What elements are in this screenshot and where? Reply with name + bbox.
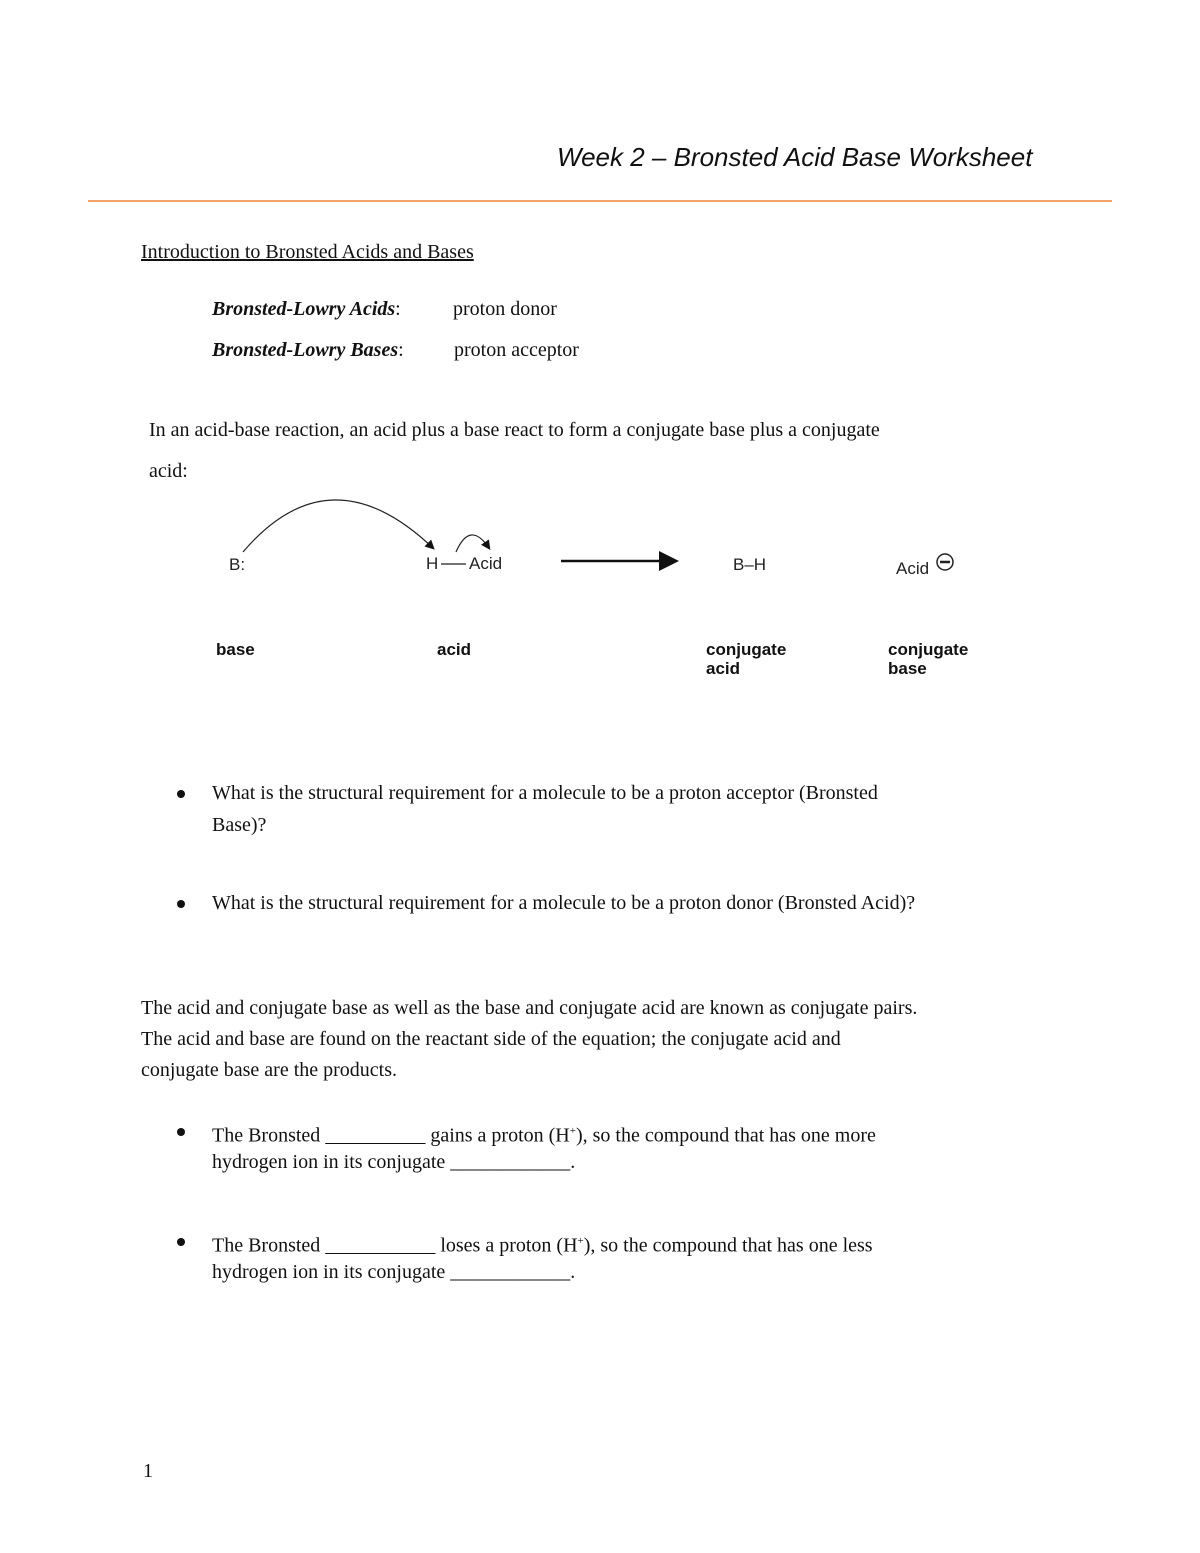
page-title: Week 2 – Bronsted Acid Base Worksheet: [557, 142, 1033, 172]
acid-hydrogen: H: [426, 554, 439, 573]
acid-group: Acid: [469, 554, 503, 573]
fill-in-line: [212, 1260, 575, 1284]
paragraph-line: In an acid-base reaction, an acid plus a base react to form a conjugate base plus a conjugate: [149, 419, 880, 441]
colon: :: [395, 298, 401, 320]
text: The Bronsted: [212, 1124, 326, 1147]
superscript: +: [569, 1125, 576, 1137]
base-species: B:: [229, 555, 246, 574]
curved-arrow-bond-to-acid: [456, 535, 489, 552]
paragraph-line: The acid and conjugate base as well as the base and conjugate acid are known as conjugate pairs.: [141, 997, 918, 1019]
label-conjugate-base: [888, 640, 968, 678]
label-line: conjugate: [888, 640, 969, 659]
fill-in-line: [212, 1119, 876, 1148]
conjugate-acid-species: B–H: [733, 555, 767, 574]
colon: :: [398, 339, 404, 361]
fill-in-line: [212, 1150, 575, 1174]
conjugate-base-species: Acid: [896, 559, 930, 578]
label-line: conjugate: [706, 640, 787, 659]
text: ), so the compound that has one less: [583, 1234, 873, 1257]
blank: ___________: [325, 1234, 436, 1257]
superscript: +: [577, 1235, 584, 1247]
fill-in-line: [212, 1229, 873, 1258]
text: ), so the compound that has one more: [575, 1124, 876, 1147]
blank: ____________: [450, 1261, 571, 1283]
reaction-arrows: [0, 0, 1200, 720]
term: Bronsted-Lowry Bases: [212, 339, 399, 361]
label-base: base: [216, 640, 255, 659]
label-line: base: [888, 659, 927, 678]
definition-acid-meaning: proton donor: [453, 298, 557, 320]
curved-arrow-base-to-h: [243, 500, 433, 552]
blank: ____________: [450, 1151, 571, 1173]
question-line: What is the structural requirement for a molecule to be a proton donor (Bronsted Acid)?: [212, 892, 916, 914]
blank: __________: [325, 1124, 426, 1147]
text: hydrogen ion in its conjugate: [212, 1151, 451, 1173]
definition-base-meaning: proton acceptor: [454, 339, 579, 361]
text: loses a proton (H: [435, 1234, 578, 1257]
bullet-icon: [177, 1128, 185, 1136]
paragraph-line: conjugate base are the products.: [141, 1059, 398, 1081]
question-line: What is the structural requirement for a molecule to be a proton acceptor (Bronsted: [212, 782, 878, 804]
section-heading: Introduction to Bronsted Acids and Bases: [141, 241, 474, 263]
bullet-icon: [177, 790, 185, 798]
bullet-icon: [177, 900, 185, 908]
text: hydrogen ion in its conjugate: [212, 1261, 451, 1283]
label-conjugate-acid: [706, 640, 786, 678]
question-line: Base)?: [212, 814, 267, 836]
paragraph-line: The acid and base are found on the reactant side of the equation; the conjugate acid and: [141, 1028, 841, 1050]
bullet-icon: [177, 1238, 185, 1246]
text: .: [570, 1151, 576, 1173]
term: Bronsted-Lowry Acids: [212, 298, 396, 320]
paragraph-line: acid:: [149, 460, 188, 482]
label-acid: acid: [437, 640, 472, 659]
page-number: 1: [143, 1460, 153, 1482]
label-line: acid: [706, 659, 741, 678]
text: gains a proton (H: [425, 1124, 570, 1147]
text: The Bronsted: [212, 1234, 326, 1257]
text: .: [570, 1261, 576, 1283]
